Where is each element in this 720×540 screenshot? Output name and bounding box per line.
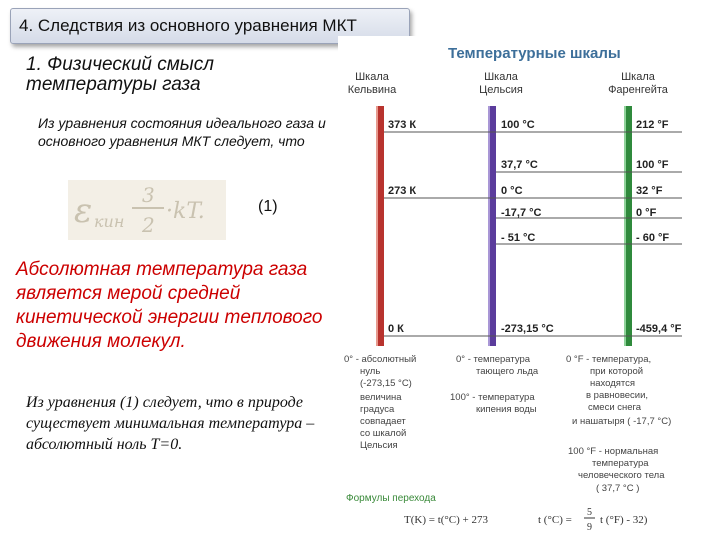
formula-subscript: кин xyxy=(94,212,125,231)
conversion-celsius-formula-right: t (°F) - 32) xyxy=(600,514,648,526)
kelvin-scale-bar-highlight xyxy=(376,106,378,346)
kelvin-note-line: нуль xyxy=(360,366,381,377)
fahrenheit-note-line: человеческого тела xyxy=(578,470,665,481)
celsius-note-line: 100° - температура xyxy=(450,392,535,403)
header-fahrenheit-line1: Шкала xyxy=(621,71,655,83)
key-statement: Абсолютная температура газа является мерой средней кинетической энергии теплового движения молекул. xyxy=(16,259,323,352)
fahrenheit-scale-bar xyxy=(626,106,632,346)
fahrenheit-scale-bar-highlight xyxy=(624,106,626,346)
kelvin-note-line: Цельсия xyxy=(360,440,398,451)
section-subtitle: 1. Физический смысл температуры газа xyxy=(26,54,214,95)
header-fahrenheit-line2: Фаренгейта xyxy=(608,84,668,96)
conversion-fraction-numerator: 5 xyxy=(587,507,592,518)
slide-title: 4. Следствия из основного уравнения МКТ xyxy=(10,8,410,44)
temperature-scales-figure xyxy=(338,36,710,536)
celsius-label-minus-51: - 51 °С xyxy=(501,232,536,244)
conversion-fraction-denominator: 9 xyxy=(587,522,592,533)
formula-denominator: 2 xyxy=(142,213,155,237)
header-kelvin-line1: Шкала xyxy=(355,71,389,83)
kelvin-note-line: со шкалой xyxy=(360,428,407,439)
conclusion-paragraph: Из уравнения (1) следует, что в природе существует минимальная температура – абсолютный ноль Т=0. xyxy=(26,394,315,453)
celsius-label-100: 100 °С xyxy=(501,119,535,131)
scales-svg xyxy=(338,36,710,536)
kelvin-note-line: градуса xyxy=(360,404,395,415)
celsius-scale-bar-highlight xyxy=(488,106,490,346)
header-kelvin-line2: Кельвина xyxy=(347,84,397,96)
fahrenheit-label-212: 212 °F xyxy=(636,119,669,131)
fahrenheit-label-0: 0 °F xyxy=(636,207,657,219)
kelvin-note-line: (-273,15 °С) xyxy=(360,378,412,389)
energy-formula xyxy=(68,180,226,240)
fahrenheit-note-line: находятся xyxy=(590,378,636,389)
celsius-scale-bar xyxy=(490,106,496,346)
fahrenheit-note-line: температура xyxy=(592,458,649,469)
fahrenheit-label-32: 32 °F xyxy=(636,185,663,197)
celsius-label-37-7: 37,7 °С xyxy=(501,159,538,171)
kelvin-label-273: 273 К xyxy=(388,185,417,197)
scales-title: Температурные шкалы xyxy=(448,45,621,62)
equation-number: (1) xyxy=(258,198,278,215)
kelvin-label-373: 373 К xyxy=(388,119,417,131)
intro-paragraph: Из уравнения состояния идеального газа и основного уравнения МКТ следует, что xyxy=(38,115,326,149)
kelvin-note-line: величина xyxy=(360,392,402,403)
celsius-label-minus-17-7: -17,7 °С xyxy=(501,207,542,219)
celsius-label-absolute-zero: -273,15 °С xyxy=(501,323,554,335)
formula-epsilon: ε xyxy=(74,191,93,231)
celsius-label-0: 0 °С xyxy=(501,185,523,197)
celsius-note-line: кипения воды xyxy=(476,404,537,415)
formula-tail: ·kT. xyxy=(166,199,205,224)
fahrenheit-label-absolute-zero: -459,4 °F xyxy=(636,323,682,335)
header-celsius-line2: Цельсия xyxy=(479,84,523,96)
kelvin-note-line: совпадает xyxy=(360,416,406,427)
formula-graphic xyxy=(68,180,226,240)
fahrenheit-note-line: ( 37,7 °С ) xyxy=(596,483,640,494)
formula-numerator: 3 xyxy=(142,183,155,207)
fahrenheit-label-100: 100 °F xyxy=(636,159,669,171)
kelvin-note-line: 0° - абсолютный xyxy=(344,354,417,365)
conversion-celsius-formula-left: t (°С) = xyxy=(538,514,572,526)
fahrenheit-note-line: 100 °F - нормальная xyxy=(568,446,659,457)
fahrenheit-label-minus-60: - 60 °F xyxy=(636,232,670,244)
kelvin-label-0: 0 К xyxy=(388,323,404,335)
header-celsius-line1: Шкала xyxy=(484,71,518,83)
celsius-note-line: тающего льда xyxy=(476,366,539,377)
conversion-title: Формулы перехода xyxy=(346,493,436,504)
celsius-note-line: 0° - температура xyxy=(456,354,531,365)
fahrenheit-note-line: в равновесии, xyxy=(586,390,649,401)
fahrenheit-note-line: 0 °F - температура, xyxy=(566,354,652,365)
conversion-kelvin-formula: T(K) = t(°C) + 273 xyxy=(404,514,489,526)
kelvin-scale-bar xyxy=(378,106,384,346)
fahrenheit-note-line: при которой xyxy=(590,366,644,377)
fahrenheit-note-line: и нашатыря ( -17,7 °С) xyxy=(572,416,672,427)
fahrenheit-note-line: смеси снега xyxy=(588,402,642,413)
